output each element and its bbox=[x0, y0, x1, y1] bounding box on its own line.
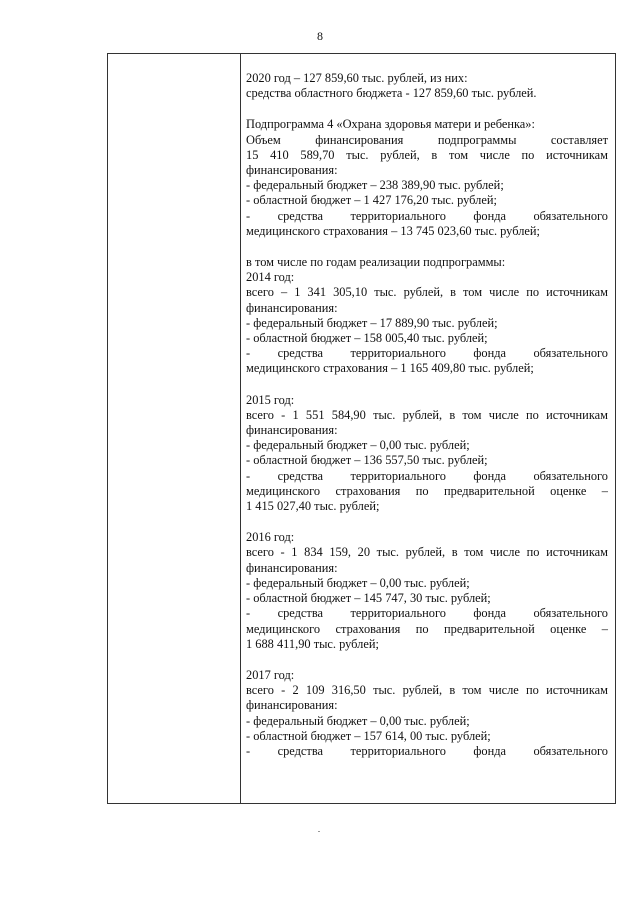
text-line: - федеральный бюджет – 0,00 тыс. рублей; bbox=[246, 575, 470, 590]
text-line: всего - 1 834 159, 20 тыс. рублей, в том числе по источникам bbox=[246, 545, 608, 560]
text-line: финансирования: bbox=[246, 163, 338, 178]
column-divider bbox=[240, 54, 241, 803]
text-line: финансирования: bbox=[246, 698, 338, 713]
text-line: финансирования: bbox=[246, 560, 338, 575]
text-line: - областной бюджет – 145 747, 30 тыс. рублей; bbox=[246, 591, 491, 606]
text-line: - федеральный бюджет – 0,00 тыс. рублей; bbox=[246, 438, 470, 453]
text-line: всего - 2 109 316,50 тыс. рублей, в том числе по источникам bbox=[246, 683, 608, 698]
year-heading: 2016 год: bbox=[246, 530, 295, 545]
text-line: 2020 год – 127 859,60 тыс. рублей, из них: bbox=[246, 71, 468, 85]
page-number: 8 bbox=[317, 29, 323, 43]
text-line: - федеральный бюджет – 17 889,90 тыс. рублей; bbox=[246, 315, 498, 330]
text-line: - средства территориального фонда обязательного bbox=[246, 743, 608, 758]
subprogram-header: Подпрограмма 4 «Охрана здоровья матери и ребенка»: bbox=[246, 117, 535, 132]
year-heading: 2014 год: bbox=[246, 270, 295, 285]
financing-cell bbox=[246, 71, 608, 759]
text-line: - средства территориального фонда обязательного bbox=[246, 208, 608, 223]
finance-table bbox=[107, 53, 616, 804]
scan-speck bbox=[318, 831, 320, 832]
text-line: - средства территориального фонда обязательного bbox=[246, 606, 608, 621]
year-heading: 2017 год: bbox=[246, 667, 295, 682]
text-line: медицинского страхования – 1 165 409,80 тыс. рублей; bbox=[246, 361, 534, 376]
text-line: - федеральный бюджет – 238 389,90 тыс. рублей; bbox=[246, 178, 504, 193]
text-line: финансирования: bbox=[246, 300, 338, 315]
text-line: Объем финансирования подпрограммы составляет bbox=[246, 132, 608, 147]
text-line: - областной бюджет – 136 557,50 тыс. рублей; bbox=[246, 453, 488, 468]
text-line: - средства территориального фонда обязательного bbox=[246, 346, 608, 361]
text-line: - областной бюджет – 158 005,40 тыс. рублей; bbox=[246, 331, 488, 346]
text-line: 15 410 589,70 тыс. рублей, в том числе по источникам bbox=[246, 147, 608, 162]
text-line: 1 688 411,90 тыс. рублей; bbox=[246, 636, 379, 651]
text-line: - областной бюджет – 1 427 176,20 тыс. рублей; bbox=[246, 193, 497, 208]
text-line: всего - 1 551 584,90 тыс. рублей, в том числе по источникам bbox=[246, 407, 608, 422]
text-line: всего – 1 341 305,10 тыс. рублей, в том числе по источникам bbox=[246, 285, 608, 300]
text-line: медицинского страхования по предварительной оценке – bbox=[246, 621, 608, 636]
text-line: - областной бюджет – 157 614, 00 тыс. рублей; bbox=[246, 728, 491, 743]
text-line: медицинского страхования по предварительной оценке – bbox=[246, 483, 608, 498]
years-intro: в том числе по годам реализации подпрограммы: bbox=[246, 255, 506, 270]
text-line: средства областного бюджета - 127 859,60 тыс. рублей. bbox=[246, 86, 537, 101]
text-line: медицинского страхования – 13 745 023,60 тыс. рублей; bbox=[246, 223, 540, 238]
year-heading: 2015 год: bbox=[246, 392, 295, 407]
text-line: финансирования: bbox=[246, 423, 338, 438]
text-line: - федеральный бюджет – 0,00 тыс. рублей; bbox=[246, 713, 470, 728]
text-line: - средства территориального фонда обязательного bbox=[246, 468, 608, 483]
text-line: 1 415 027,40 тыс. рублей; bbox=[246, 499, 380, 514]
